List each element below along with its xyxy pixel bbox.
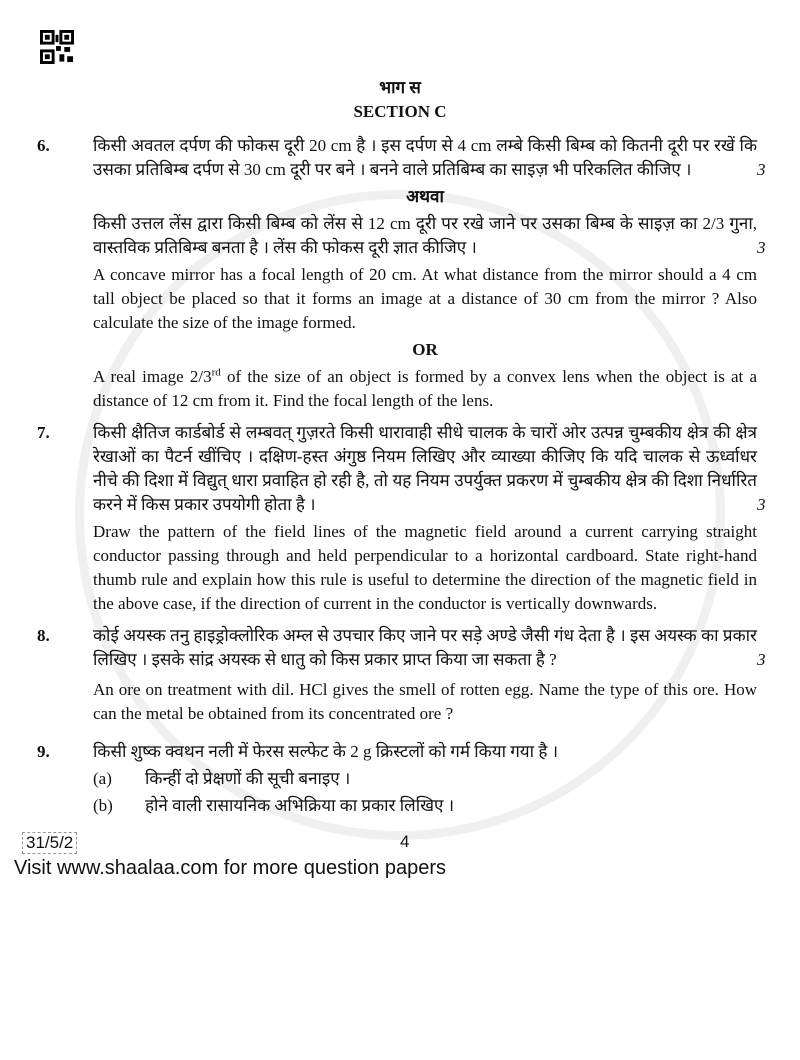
or-label-english: OR bbox=[412, 340, 438, 359]
marks: 3 bbox=[757, 238, 766, 257]
question-text-hindi: किसी क्षैतिज कार्डबोर्ड से लम्बवत् गुज़रते किसी धारावाही सीधे चालक के चारों ओर उत्पन्न चुम्बकीय क्षेत्र की क्षेत्र रेखाओं का पैटर्न खींचिए । दक्षिण-हस्त अंगुष्ठ नियम लिखिए और व्याख्या कीजिए कि यदि चालक से ऊर्ध्वाधर नीचे की दिशा में विद्युत् धारा प्रवाहित हो रही है, तो यह नियम उपर्युक्त प्रकरण में चुम्बकीय क्षेत्र की दिशा निर्धारित करने में किस प्रकार उपयोगी होता है । bbox=[93, 423, 757, 514]
question-7 bbox=[37, 421, 766, 616]
question-text-hindi: कोई अयस्क तनु हाइड्रोक्लोरिक अम्ल से उपचार किए जाने पर सड़े अण्डे जैसी गंध देता है । इस अयस्क का प्रकार लिखिए । इसके सांद्र अयस्क से धातु को किस प्रकार प्राप्त किया जा सकता है ? bbox=[93, 626, 757, 669]
footer-visit-text: Visit www.shaalaa.com for more question papers bbox=[14, 857, 447, 879]
question-number: 9. bbox=[37, 742, 50, 761]
question-text-hindi: किसी अवतल दर्पण की फोकस दूरी 20 cm है । इस दर्पण से 4 cm लम्बे किसी बिम्ब को कितनी दूरी पर रखें कि उसका प्रतिबिम्ब दर्पण से 30 cm दूरी पर बने । बनने वाले प्रतिबिम्ब का साइज़ भी परिकलित कीजिए । bbox=[93, 136, 757, 179]
marks: 3 bbox=[757, 650, 766, 669]
sub-question-a bbox=[37, 767, 757, 791]
question-number: 8. bbox=[37, 626, 50, 645]
question-text-english-alt bbox=[93, 365, 757, 413]
sub-label: (b) bbox=[93, 796, 113, 815]
or-label-hindi: अथवा bbox=[406, 187, 444, 206]
question-9 bbox=[37, 740, 757, 818]
question-text-english: Draw the pattern of the field lines of the magnetic field around a current carrying straight conductor passing through and held perpendicular to a horizontal cardboard. State right-hand thumb rule and explain how this rule is useful to determine the direction of the magnetic field in the above case, if the direction of current in the conductor is vertically downwards. bbox=[93, 522, 757, 613]
question-text-hindi: किसी शुष्क क्वथन नली में फेरस सल्फेट के 2 g क्रिस्टलों को गर्म किया गया है । bbox=[93, 742, 559, 761]
section-title-english: SECTION C bbox=[353, 102, 447, 121]
question-text-hindi-alt: किसी उत्तल लेंस द्वारा किसी बिम्ब को लेंस से 12 cm दूरी पर रखे जाने पर उसका बिम्ब के साइज़ का 2/3 गुना, वास्तविक प्रतिबिम्ब बनता है । लेंस की फोकस दूरी ज्ञात कीजिए । bbox=[93, 214, 757, 257]
question-6 bbox=[37, 134, 766, 413]
question-text-english: A concave mirror has a focal length of 20 cm. At what distance from the mirror should a 4 cm tall object be placed so that it forms an image at a distance of 30 cm from the mirror ? Also calculate the size of the image formed. bbox=[93, 265, 757, 332]
marks: 3 bbox=[757, 495, 766, 514]
sub-question-b bbox=[37, 794, 757, 818]
question-text-english: An ore on treatment with dil. HCl gives the smell of rotten egg. Name the type of this ore. How can the metal be obtained from its concentrated ore ? bbox=[93, 680, 757, 723]
sub-text: होने वाली रासायनिक अभिक्रिया का प्रकार लिखिए । bbox=[145, 796, 455, 815]
section-title-hindi: भाग स bbox=[379, 78, 421, 97]
question-number: 7. bbox=[37, 423, 50, 442]
page-number: 4 bbox=[400, 832, 410, 851]
text: A real image 2/3 bbox=[93, 367, 212, 386]
sub-text: किन्हीं दो प्रेक्षणों की सूची बनाइए । bbox=[145, 769, 351, 788]
question-8 bbox=[37, 624, 766, 726]
marks: 3 bbox=[757, 160, 766, 179]
footer bbox=[0, 832, 800, 880]
superscript: rd bbox=[211, 366, 221, 379]
question-number: 6. bbox=[37, 136, 50, 155]
paper-code: 31/5/2 bbox=[22, 832, 77, 854]
text: of the size of an object is formed by a convex lens when the object is at a distance of 12 cm from it. Find the focal length of the lens. bbox=[93, 367, 757, 410]
sub-label: (a) bbox=[93, 769, 112, 788]
